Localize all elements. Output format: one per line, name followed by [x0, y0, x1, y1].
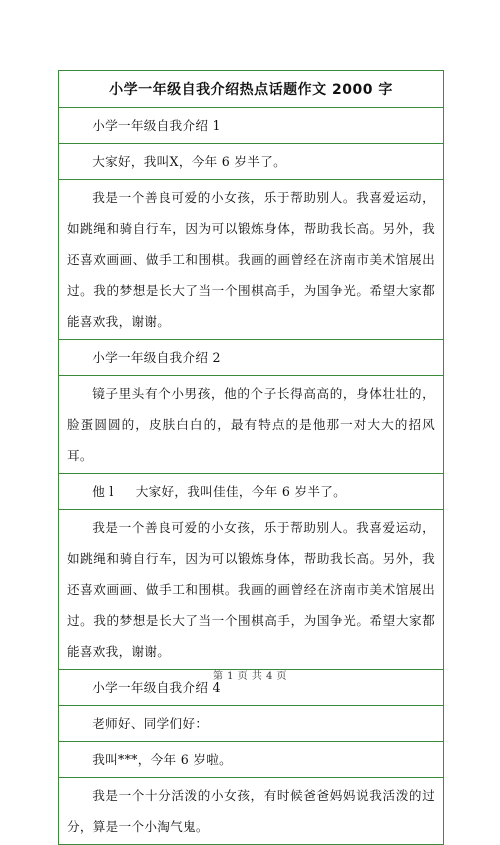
paragraph-row [59, 144, 443, 180]
document-title: 小学一年级自我介绍热点话题作文 2000 字 [59, 71, 443, 108]
row-text: 我是一个十分活泼的小女孩，有时候爸爸妈妈说我活泼的过分，算是一个小淘气鬼。 [67, 788, 435, 834]
paragraph-row [59, 510, 443, 670]
row-text: 小学一年级自我介绍 2 [92, 350, 221, 365]
paragraph-row [59, 474, 443, 510]
row-text: 镜子里头有个小男孩，他的个子长得高高的，身体壮壮的，脸蛋圆圆的，皮肤白白的，最有特点的是他那一对大大的招风耳。 [67, 386, 435, 463]
page-number-footer: 第 1 页 共 4 页 [212, 671, 288, 682]
row-text-suffix: 大家好，我叫佳佳，今年 6 岁半了。 [135, 484, 347, 499]
row-text: 小学一年级自我介绍 4 [92, 680, 221, 695]
paragraph-row [59, 180, 443, 340]
row-text: 老师好、同学们好： [92, 716, 209, 731]
document-table [58, 70, 444, 845]
section-heading [59, 108, 443, 144]
section-heading [59, 340, 443, 376]
row-text-line [67, 476, 435, 507]
paragraph-row [59, 778, 443, 844]
row-text: 我是一个善良可爱的小女孩，乐于帮助别人。我喜爱运动，如跳绳和骑自行车，因为可以锻炼身体，帮助我长高。另外，我还喜欢画画、做手工和围棋。我画的画曾经在济南市美术馆展出过。我的梦想是长大了当一个围棋高手，为国争光。希望大家都能喜欢我，谢谢。 [67, 190, 435, 329]
row-text-prefix: 他 l [92, 484, 114, 499]
row-text: 我叫***，今年 6 岁啦。 [92, 752, 233, 767]
paragraph-row [59, 742, 443, 778]
row-text: 大家好，我叫X，今年 6 岁半了。 [92, 154, 286, 169]
paragraph-row [59, 706, 443, 742]
row-text: 我是一个善良可爱的小女孩，乐于帮助别人。我喜爱运动，如跳绳和骑自行车，因为可以锻炼身体，帮助我长高。另外，我还喜欢画画、做手工和围棋。我画的画曾经在济南市美术馆展出过。我的梦想是长大了当一个围棋高手，为国争光。希望大家都能喜欢我，谢谢。 [67, 520, 435, 659]
row-text: 小学一年级自我介绍 1 [92, 118, 221, 133]
paragraph-row [59, 376, 443, 474]
